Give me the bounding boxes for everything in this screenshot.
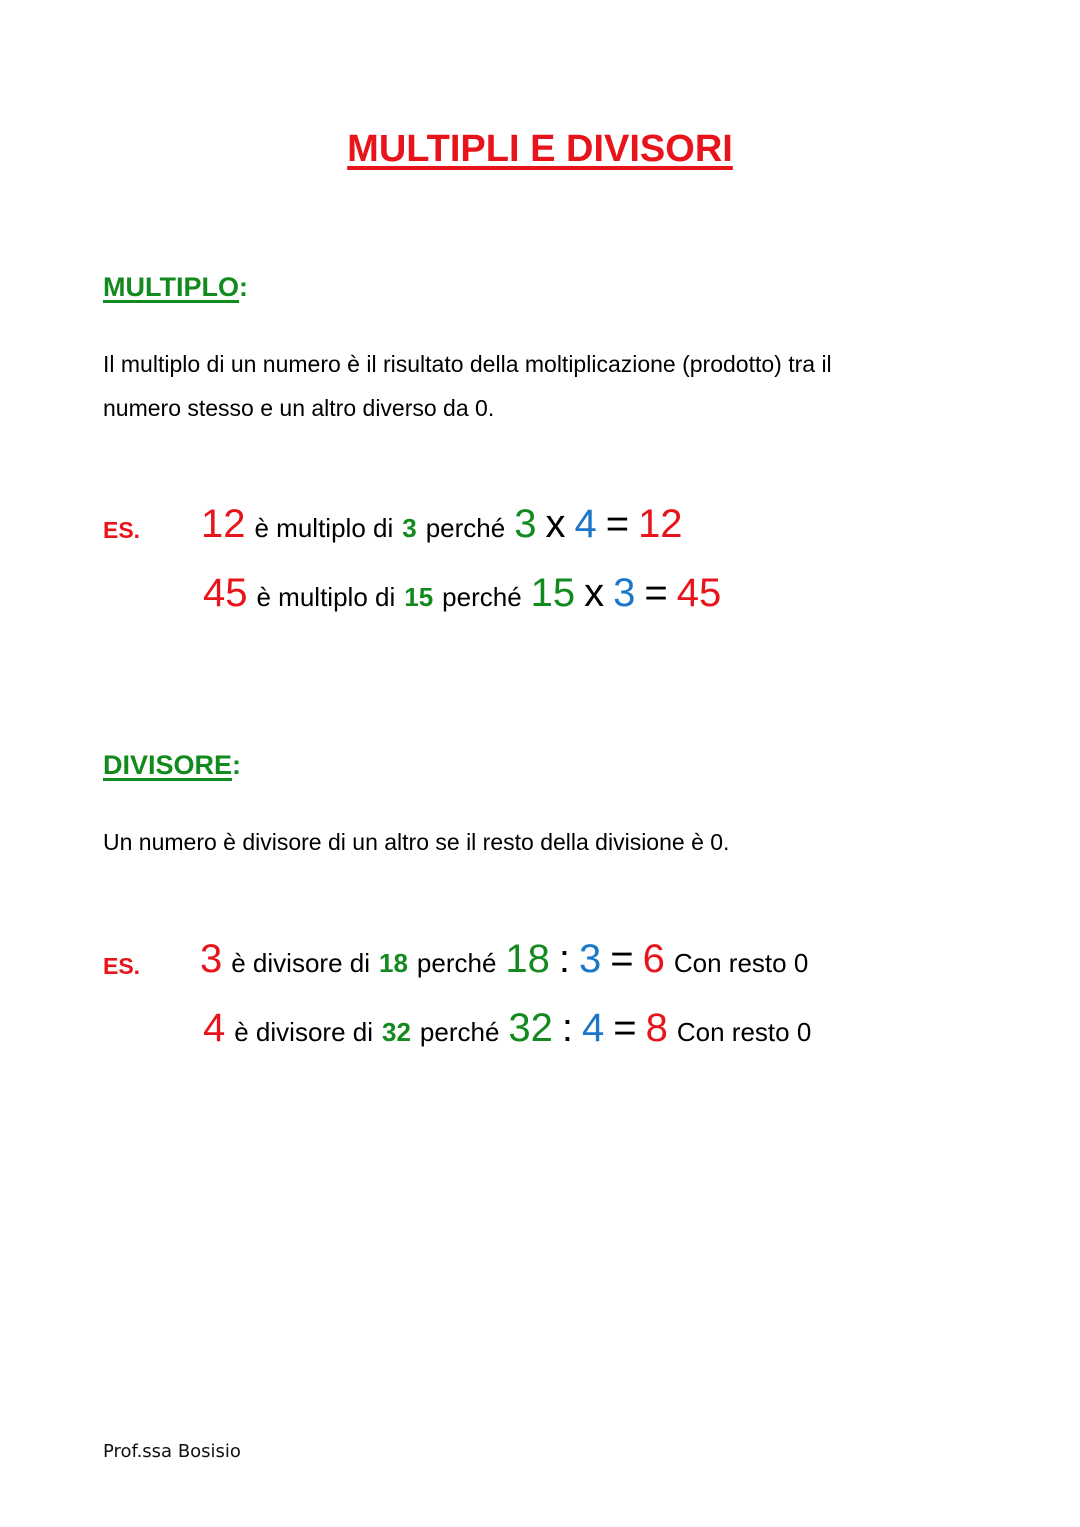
operator: : xyxy=(561,1006,574,1050)
example-text-perche: perché xyxy=(419,1017,500,1047)
example-text: è divisore di xyxy=(231,948,370,978)
divisore-definition: Un numero è divisore di un altro se il resto della divisione è 0. xyxy=(103,829,730,855)
divisore-es-label: ES. xyxy=(103,953,141,979)
operand-a: 15 xyxy=(530,571,576,615)
equals: = xyxy=(644,571,668,615)
multiplo-definition-line2: numero stesso e un altro diverso da 0. xyxy=(103,395,495,421)
multiplo-heading-colon: : xyxy=(238,272,248,302)
example-number: 45 xyxy=(203,571,248,615)
example-number: 3 xyxy=(200,937,223,981)
multiplo-es-label: ES. xyxy=(103,517,141,543)
result: 12 xyxy=(638,502,683,546)
operand-a: 32 xyxy=(508,1006,553,1050)
example-text: è multiplo di xyxy=(256,582,396,612)
operator: : xyxy=(558,937,571,981)
multiplo-example-1 xyxy=(201,502,692,547)
example-of: 18 xyxy=(378,948,408,978)
page-title: MULTIPLI E DIVISORI xyxy=(347,128,733,170)
divisore-heading xyxy=(103,750,241,781)
divisore-example-2 xyxy=(203,1006,820,1051)
divisore-heading-text: DIVISORE xyxy=(103,750,233,780)
result: 45 xyxy=(676,571,722,615)
example-text-perche: perché xyxy=(416,948,497,978)
example-of: 32 xyxy=(381,1017,411,1047)
equals: = xyxy=(610,937,634,981)
example-number: 4 xyxy=(203,1006,226,1050)
result: 6 xyxy=(642,937,665,981)
remainder-note: Con resto 0 xyxy=(673,948,809,978)
operand-a: 3 xyxy=(514,502,537,546)
footer-author: Prof.ssa Bosisio xyxy=(103,1441,241,1462)
multiplo-heading-text: MULTIPLO xyxy=(103,272,239,302)
operand-b: 3 xyxy=(579,937,602,981)
operator: x xyxy=(584,571,605,615)
multiplo-example-2 xyxy=(203,571,730,616)
example-number: 12 xyxy=(201,502,246,546)
example-text: è multiplo di xyxy=(254,513,394,543)
equals: = xyxy=(605,502,630,546)
example-text-perche: perché xyxy=(442,582,522,612)
multiplo-definition-line1: Il multiplo di un numero è il risultato della moltiplicazione (prodotto) tra il xyxy=(103,351,832,377)
result: 8 xyxy=(645,1006,668,1050)
equals: = xyxy=(613,1006,637,1050)
example-of: 15 xyxy=(404,582,434,612)
operator: x xyxy=(545,502,566,546)
operand-a: 18 xyxy=(505,937,550,981)
example-of: 3 xyxy=(402,513,417,543)
remainder-note: Con resto 0 xyxy=(676,1017,812,1047)
divisore-example-1 xyxy=(200,937,817,982)
operand-b: 4 xyxy=(582,1006,605,1050)
operand-b: 3 xyxy=(613,571,636,615)
example-text-perche: perché xyxy=(425,513,506,543)
multiplo-heading xyxy=(103,272,248,303)
example-text: è divisore di xyxy=(234,1017,373,1047)
divisore-heading-colon: : xyxy=(232,750,242,780)
operand-b: 4 xyxy=(574,502,597,546)
